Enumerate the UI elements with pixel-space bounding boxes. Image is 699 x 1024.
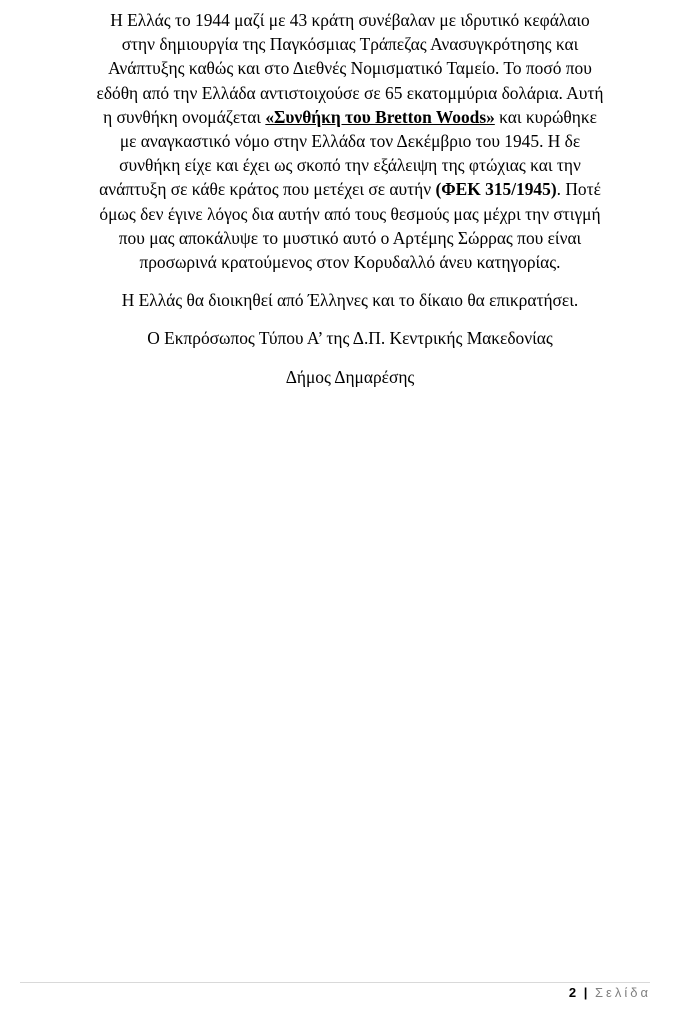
statement-text: Η Ελλάς θα διοικηθεί από Έλληνες και το δίκαιο θα επικρατήσει. bbox=[121, 290, 579, 311]
signature-title bbox=[20, 326, 680, 350]
signature-title-text: Ο Εκπρόσωπος Τύπου Α’ της Δ.Π. Κεντρικής Μακεδονίας bbox=[147, 328, 553, 349]
page-footer bbox=[569, 985, 651, 1000]
signature-name-text: Δήμος Δημαρέσης bbox=[285, 366, 415, 387]
paragraph-line: εδόθη από την Ελλάδα αντιστοιχούσε σε 65 εκατομμύρια δολάρια. Αυτή bbox=[96, 82, 604, 103]
paragraph-line: στην δημιουργία της Παγκόσμιας Τράπεζας Ανασυγκρότησης και bbox=[121, 34, 579, 55]
line-text: ανάπτυξη σε κάθε κράτος που μετέχει σε αυτήν bbox=[99, 179, 436, 200]
signature-name bbox=[20, 365, 680, 389]
gazette-reference: (ΦΕΚ 315/1945) bbox=[435, 179, 557, 200]
footer-divider bbox=[20, 982, 650, 983]
line-text: η συνθήκη ονομάζεται bbox=[103, 106, 266, 127]
document-body bbox=[20, 8, 680, 389]
paragraph-line bbox=[20, 105, 680, 129]
paragraph-line: προσωρινά κρατούμενος στον Κορυδαλλό άνευ κατηγορίας. bbox=[139, 252, 561, 273]
footer-separator: | bbox=[583, 985, 588, 1000]
paragraph-line: Η Ελλάς το 1944 μαζί με 43 κράτη συνέβαλαν με ιδρυτικό κεφάλαιο bbox=[110, 10, 590, 30]
treaty-name-link[interactable]: «Συνθήκη του Bretton Woods» bbox=[265, 106, 495, 127]
line-text: . Ποτέ bbox=[556, 179, 601, 200]
paragraph-line: Ανάπτυξης καθώς και στο Διεθνές Νομισματικό Ταμείο. Το ποσό που bbox=[108, 58, 592, 79]
paragraph-treaty bbox=[20, 8, 680, 274]
paragraph-line: με αναγκαστικό νόμο στην Ελλάδα τον Δεκέμβριο του 1945. Η δε bbox=[119, 131, 581, 152]
page-label: Σελίδα bbox=[595, 985, 651, 1000]
paragraph-line bbox=[20, 177, 680, 201]
paragraph-statement bbox=[20, 288, 680, 312]
paragraph-line: που μας αποκάλυψε το μυστικό αυτό ο Αρτέμης Σώρρας που είναι bbox=[118, 227, 582, 248]
line-text: και κυρώθηκε bbox=[494, 106, 597, 127]
paragraph-line: συνθήκη είχε και έχει ως σκοπό την εξάλειψη της φτώχιας και την bbox=[119, 155, 581, 176]
page-number: 2 bbox=[568, 985, 577, 1000]
paragraph-line: όμως δεν έγινε λόγος δια αυτήν από τους θεσμούς μας μέχρι την στιγμή bbox=[99, 203, 601, 224]
